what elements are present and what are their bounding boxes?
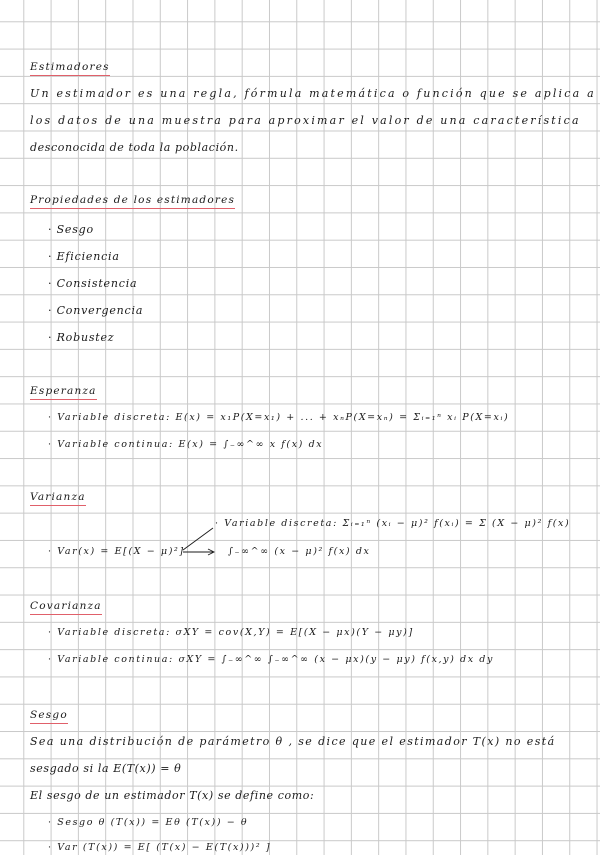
varianza-heading: Varianza bbox=[30, 490, 86, 506]
esperanza-heading: Esperanza bbox=[30, 384, 97, 400]
varianza-main-formula: · Var(x) = E[(X − μ)²] bbox=[48, 545, 185, 559]
varianza-discreta-formula: · Variable discreta: Σᵢ₌₁ⁿ (xᵢ − μ)² f(xᵢ) = Σ (X − μ)² f(x) bbox=[215, 517, 570, 531]
varianza-continua-formula: ∫₋∞^∞ (x − μ)² f(x) dx bbox=[228, 546, 371, 557]
propiedad-item-sesgo: · Sesgo bbox=[48, 223, 94, 237]
sesgo-text-line-3: El sesgo de un estimador T(x) se define como: bbox=[30, 789, 315, 802]
sesgo-heading: Sesgo bbox=[30, 708, 68, 724]
esperanza-continua-formula: · Variable continua: E(x) = ∫₋∞^∞ x f(x) dx bbox=[48, 438, 323, 452]
covarianza-discreta-formula: · Variable discreta: σXY = cov(X,Y) = E[(X − μx)(Y − μy)] bbox=[48, 626, 414, 640]
propiedad-item-eficiencia: · Eficiencia bbox=[48, 250, 120, 264]
propiedad-item-convergencia: · Convergencia bbox=[48, 304, 143, 318]
propiedades-heading: Propiedades de los estimadores bbox=[30, 193, 235, 209]
estimadores-text-line-3: desconocida de toda la población. bbox=[30, 141, 239, 154]
sesgo-variance-formula: · Var (T(x)) = E[ (T(x) − E(T(x)))² ] bbox=[48, 841, 271, 855]
estimadores-text-line-1: Un estimador es una regla, fórmula matemática o función que se aplica a bbox=[30, 87, 596, 100]
estimadores-text-line-2: los datos de una muestra para aproximar el valor de una característica bbox=[30, 114, 581, 127]
sesgo-bias-formula: · Sesgo θ (T(x)) = Eθ (T(x)) − θ bbox=[48, 816, 248, 830]
sesgo-text-line-1: Sea una distribución de parámetro θ , se dice que el estimador T(x) no está bbox=[30, 735, 556, 748]
estimadores-heading: Estimadores bbox=[30, 60, 110, 76]
propiedad-item-robustez: · Robustez bbox=[48, 331, 114, 345]
covarianza-continua-formula: · Variable continua: σXY = ∫₋∞^∞ ∫₋∞^∞ (x − μx)(y − μy) f(x,y) dx dy bbox=[48, 653, 494, 667]
propiedad-item-consistencia: · Consistencia bbox=[48, 277, 137, 291]
sesgo-text-line-2: sesgado si la E(T(x)) = θ bbox=[30, 762, 182, 775]
esperanza-discreta-formula: · Variable discreta: E(x) = x₁P(X=x₁) + ... + xₙP(X=xₙ) = Σᵢ₌₁ⁿ xᵢ P(X=xᵢ) bbox=[48, 411, 509, 425]
covarianza-heading: Covarianza bbox=[30, 599, 102, 615]
